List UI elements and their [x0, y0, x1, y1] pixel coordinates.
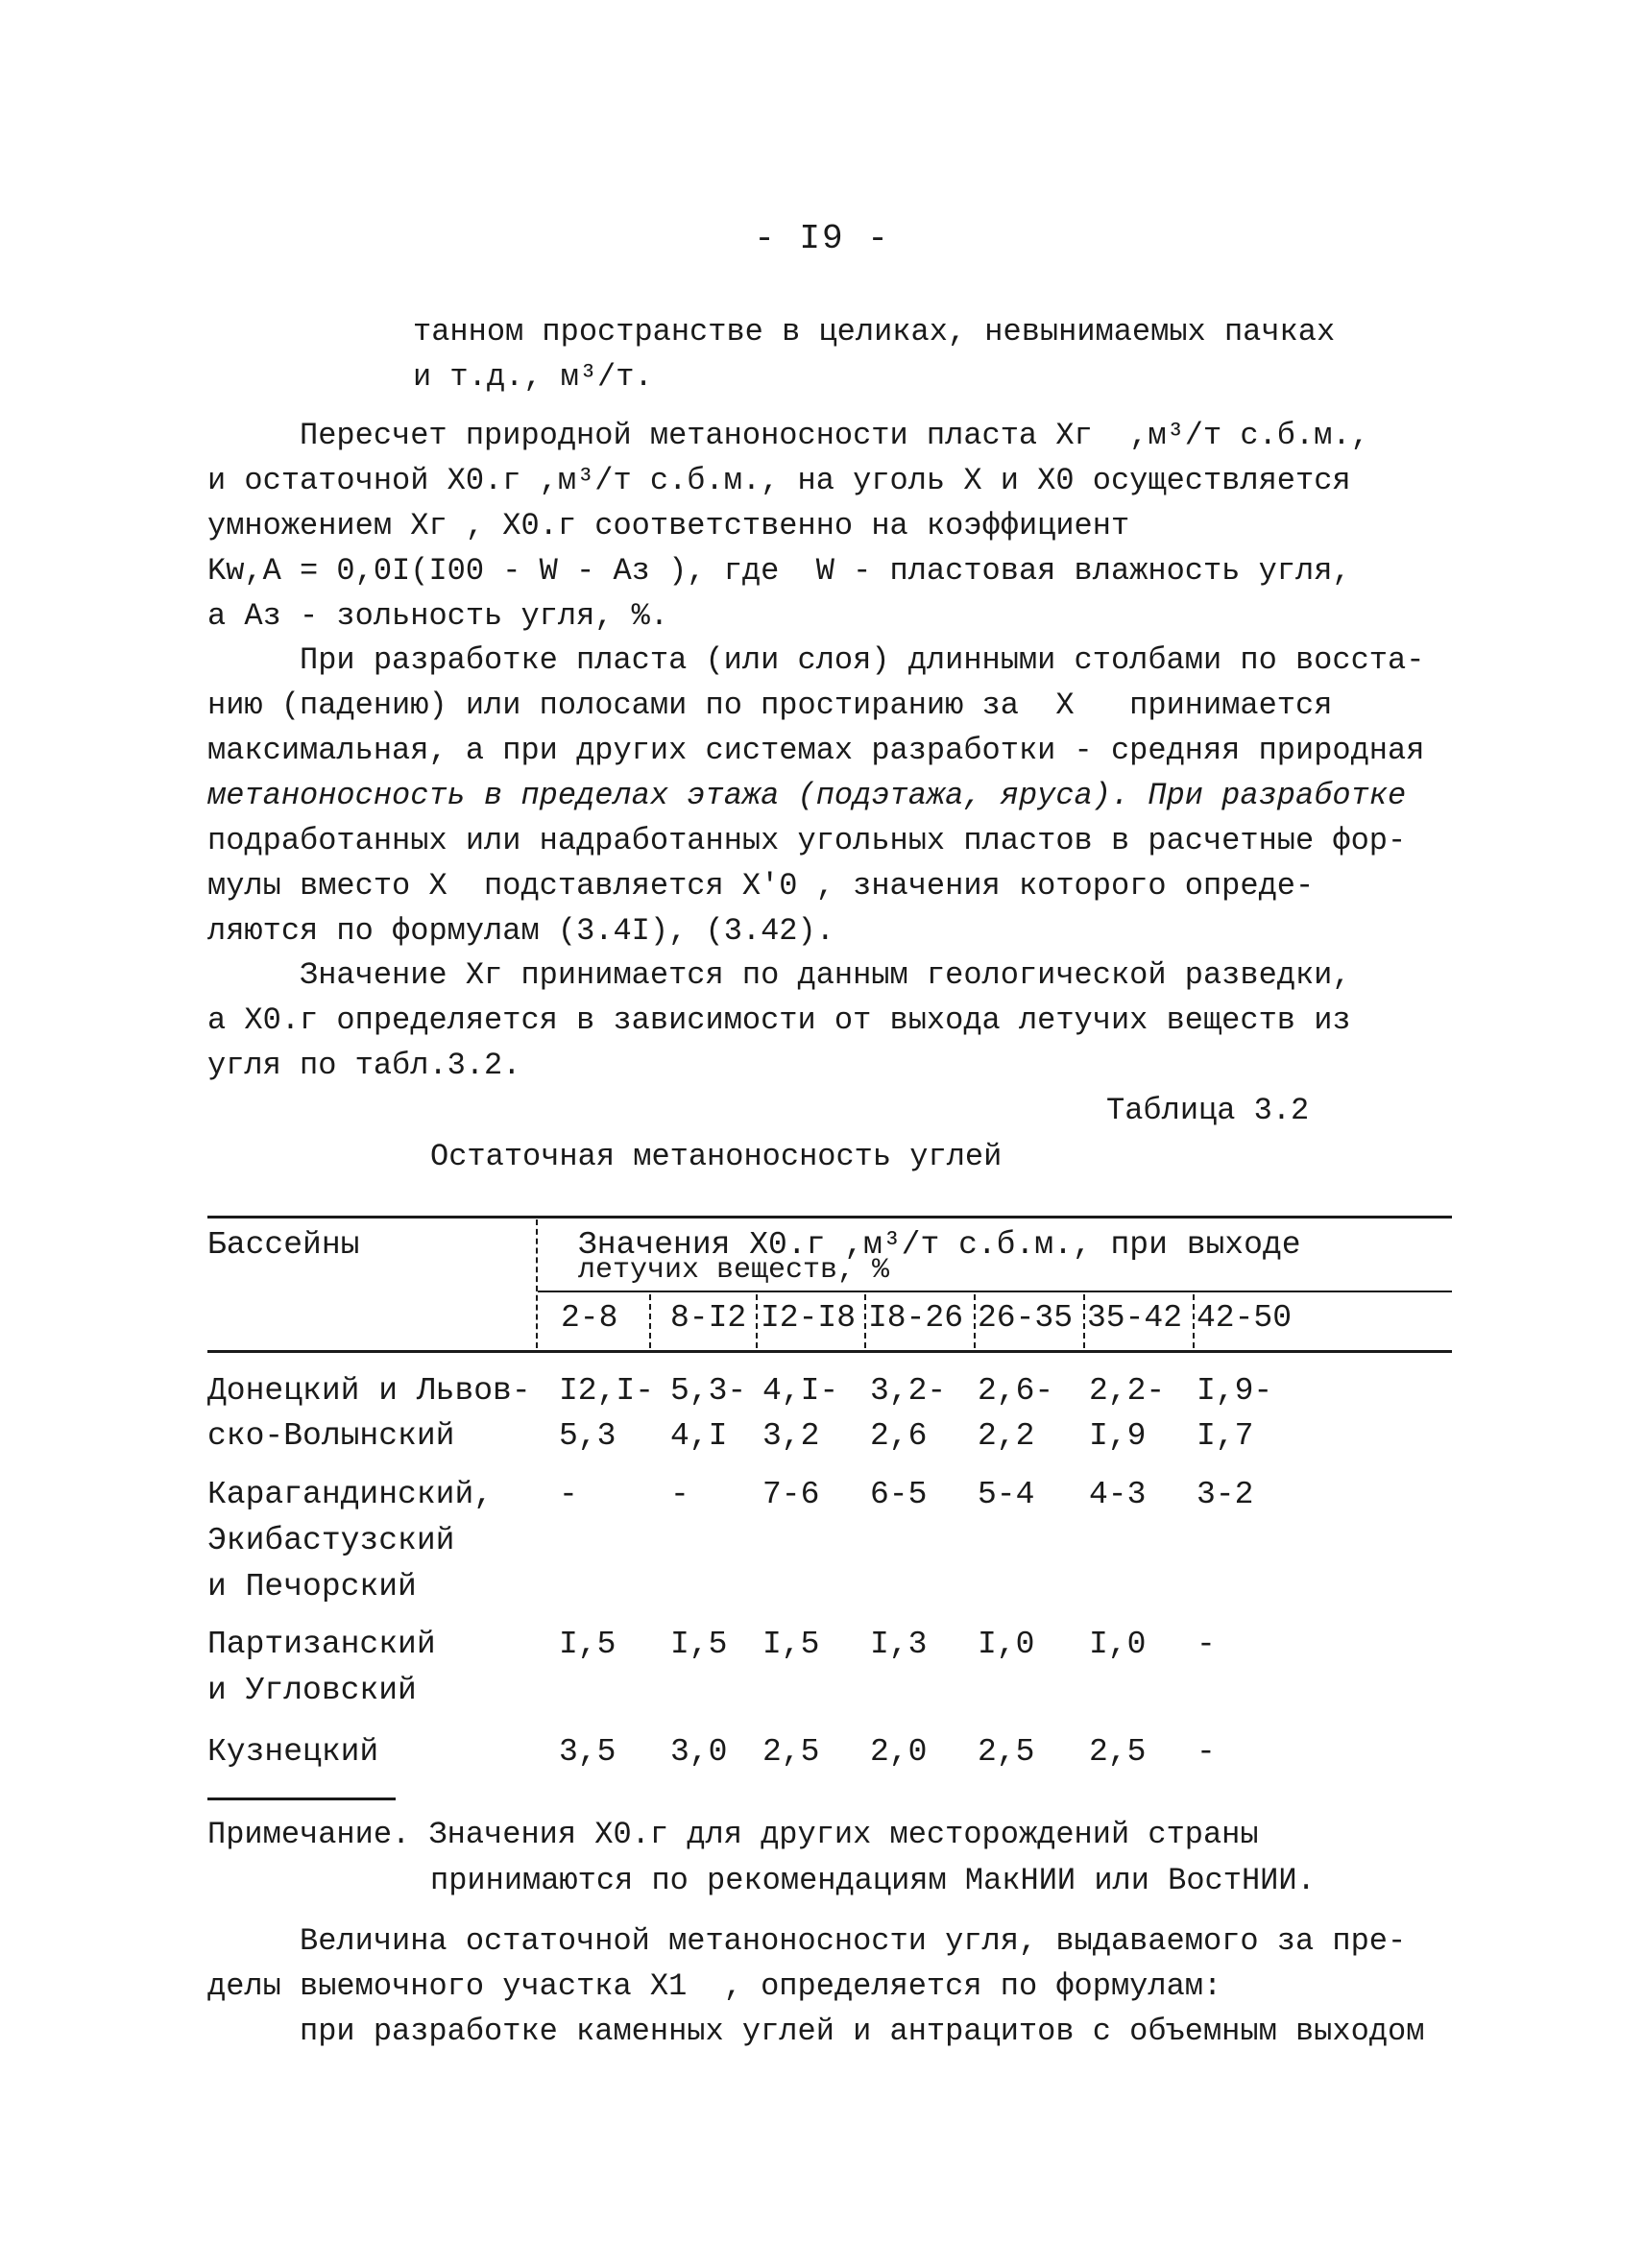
header-group-line2: летучих веществ, %	[578, 1254, 890, 1287]
table-cell: 7-6	[762, 1477, 820, 1512]
table-cell: 5-4	[978, 1477, 1035, 1512]
table-cell: I,9	[1089, 1418, 1147, 1454]
text-line: мулы вместо X подставляется X'0 , значения которого опреде-	[207, 868, 1315, 904]
row-name: Экибастузский	[207, 1523, 455, 1558]
header-divider	[864, 1294, 866, 1348]
text-line: метаноносность в пределах этажа (подэтажа, яруса). При разработке	[207, 778, 1407, 813]
table-cell: -	[670, 1477, 689, 1512]
column-header: 8-I2	[670, 1300, 747, 1336]
table-cell: 2,2-	[1089, 1373, 1166, 1409]
table-cell: I,0	[1089, 1627, 1147, 1662]
table-cell: -	[1197, 1627, 1216, 1662]
value-paragraph	[207, 953, 1351, 1088]
row-name: Кузнецкий	[207, 1734, 379, 1770]
text-line: Величина остаточной метаноносности угля, выдаваемого за пре-	[300, 1923, 1407, 1959]
table-label: Таблица 3.2	[1106, 1093, 1310, 1128]
column-header: I8-26	[868, 1300, 964, 1336]
table-cell: 2,5	[762, 1734, 820, 1770]
header-divider	[1193, 1294, 1195, 1348]
column-header: 42-50	[1197, 1300, 1293, 1336]
row-name: Карагандинский,	[207, 1477, 494, 1512]
text-line: При разработке пласта (или слоя) длинными столбами по восста-	[300, 642, 1425, 678]
table-cell: I2,I-	[559, 1373, 655, 1409]
text-line: подработанных или надработанных угольных пластов в расчетные фор-	[207, 823, 1407, 858]
header-divider	[1083, 1294, 1085, 1348]
text-line: Значение Xг принимается по данным геологической разведки,	[300, 957, 1351, 993]
recalculation-paragraph	[207, 413, 1369, 639]
text-line: танном пространстве в целиках, невынимаемых пачках	[413, 314, 1336, 350]
table-cell: I,5	[559, 1627, 616, 1662]
table-cell: 2,5	[978, 1734, 1035, 1770]
table-cell: I,3	[870, 1627, 928, 1662]
text-line: умножением Xг , X0.г соответственно на коэффициент	[207, 508, 1130, 543]
text-line: нию (падению) или полосами по простиранию за X принимается	[207, 688, 1333, 723]
formula-line: Kw,A = 0,0I(I00 - W - Aз ), где W - пластовая влажность угля,	[207, 553, 1351, 589]
header-group-line1: Значения X0.г ,м³/т с.б.м., при выходе	[578, 1227, 1301, 1263]
table-cell: 2,6	[870, 1418, 928, 1454]
header-divider	[756, 1294, 758, 1348]
header-divider	[536, 1219, 538, 1348]
table-cell: I,5	[762, 1627, 820, 1662]
column-header: 35-42	[1087, 1300, 1183, 1336]
table-cell: I,9-	[1197, 1373, 1273, 1409]
table-cell: -	[559, 1477, 578, 1512]
row-name: и Угловский	[207, 1673, 417, 1708]
text-line: а Aз - зольность угля, %.	[207, 598, 669, 634]
page-number: - I9 -	[754, 219, 890, 258]
residual-paragraph	[207, 1918, 1424, 2054]
table-note-line1: Примечание. Значения X0.г для других месторождений страны	[207, 1817, 1259, 1852]
table-cell: 3-2	[1197, 1477, 1254, 1512]
text-line: Пересчет природной метаноносности пласта Xг ,м³/т с.б.м.,	[300, 418, 1369, 453]
column-header: 26-35	[978, 1300, 1074, 1336]
table-cell: 2,6-	[978, 1373, 1054, 1409]
text-line: а X0.г определяется в зависимости от выхода летучих веществ из	[207, 1002, 1351, 1038]
row-name: Партизанский	[207, 1627, 436, 1662]
table-note-line2: принимаются по рекомендациям МакНИИ или ВостНИИ.	[430, 1863, 1316, 1898]
table-cell: 2,0	[870, 1734, 928, 1770]
table-cell: 3,5	[559, 1734, 616, 1770]
table-cell: 2,5	[1089, 1734, 1147, 1770]
text-line: и т.д., м³/т.	[413, 359, 653, 395]
table-cell: 4,I	[670, 1418, 728, 1454]
table-top-rule	[207, 1216, 1452, 1218]
text-line: угля по табл.3.2.	[207, 1048, 521, 1083]
text-line: максимальная, а при других системах разработки - средняя природная	[207, 733, 1425, 768]
column-header: 2-8	[561, 1300, 618, 1336]
row-name: Донецкий и Львов-	[207, 1373, 531, 1409]
row-name: и Печорский	[207, 1569, 417, 1604]
table-cell: 4-3	[1089, 1477, 1147, 1512]
table-cell: 2,2	[978, 1418, 1035, 1454]
row-name: ско-Волынский	[207, 1418, 455, 1454]
table-cell: 4,I-	[762, 1373, 839, 1409]
text-line: ляются по формулам (3.4I), (3.42).	[207, 913, 834, 949]
intro-paragraph	[413, 309, 1335, 399]
table-cell: 3,2	[762, 1418, 820, 1454]
table-cell: 3,0	[670, 1734, 728, 1770]
table-cell: I,7	[1197, 1418, 1254, 1454]
text-line: и остаточной X0.г ,м³/т с.б.м., на уголь X и X0 осуществляется	[207, 463, 1351, 498]
text-line: делы выемочного участка X1 , определяется по формулам:	[207, 1968, 1222, 2004]
table-cell: I,5	[670, 1627, 728, 1662]
header-divider	[974, 1294, 976, 1348]
table-cell: I,0	[978, 1627, 1035, 1662]
column-header: I2-I8	[761, 1300, 857, 1336]
development-paragraph	[207, 638, 1424, 953]
table-cell: 6-5	[870, 1477, 928, 1512]
table-cell: 5,3	[559, 1418, 616, 1454]
header-basins: Бассейны	[207, 1227, 360, 1263]
header-sub-rule	[538, 1291, 1452, 1292]
table-bottom-rule	[207, 1798, 396, 1800]
header-divider	[649, 1294, 651, 1348]
text-line: при разработке каменных углей и антрацитов с объемным выходом	[300, 2014, 1425, 2049]
table-cell: 3,2-	[870, 1373, 947, 1409]
table-cell: 5,3-	[670, 1373, 747, 1409]
header-bottom-rule	[207, 1350, 1452, 1353]
table-cell: -	[1197, 1734, 1216, 1770]
table-title: Остаточная метаноносность углей	[430, 1139, 1003, 1174]
